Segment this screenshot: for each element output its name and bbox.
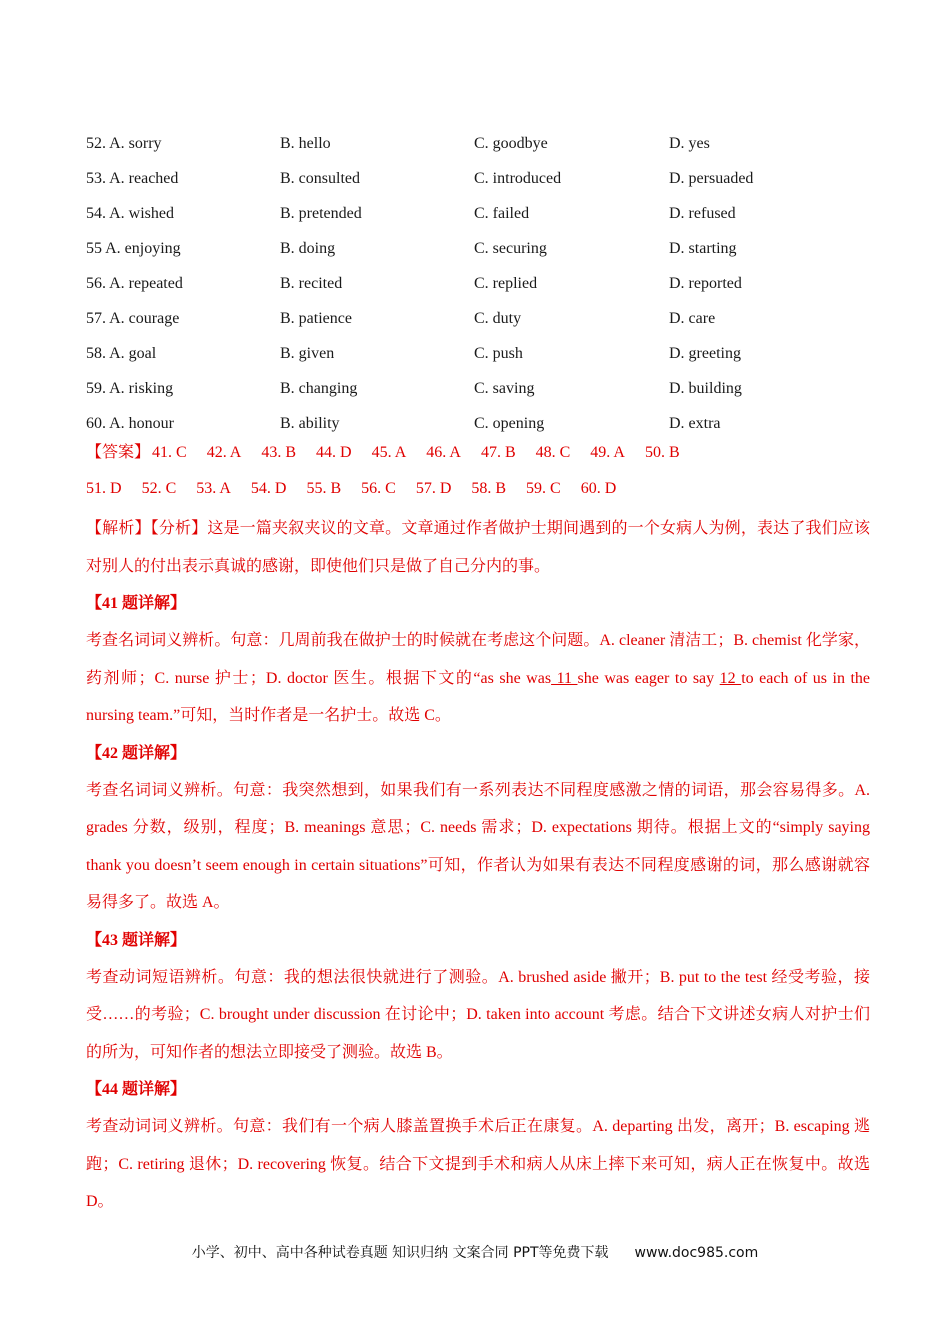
option-a: 56. A. repeated: [86, 274, 183, 292]
analysis-text: 【分析】这是一篇夹叙夹议的文章。文章通过作者做护士期间遇到的一个女病人为例，表达了我们应该对别人的付出表示真诚的感谢，即使他们只是做了自己分内的事。: [86, 520, 870, 575]
blank-12: 12: [719, 669, 742, 687]
option-c: C. saving: [474, 379, 535, 397]
answer-item: 56. C: [361, 480, 396, 497]
q41-text-c: to each of us in the nursing team.”可知，当时作者是一名护士。故选 C。: [86, 669, 871, 724]
option-b: B. patience: [280, 309, 352, 327]
option-c: C. opening: [474, 414, 545, 432]
q43-explanation: 考查动词短语辨析。句意：我的想法很快就进行了测验。A. brushed aside 撇开；B. put to the test 经受考验，接受……的考验；C. brought under discussion 在讨论中；D. taken into account 考虑。结合下文讲述女病人对护士们的所为，可知作者的想法立即接受了测验。故选 B。: [86, 968, 870, 1061]
option-d: D. reported: [669, 274, 742, 292]
answer-key: [86, 441, 886, 513]
q41-text-b: she was eager to say: [577, 669, 720, 687]
answer-line-1: [86, 441, 886, 477]
answer-item: 43. B: [261, 444, 297, 461]
answer-item: 42. A: [206, 444, 242, 461]
answer-item: 45. A: [371, 444, 407, 461]
answer-item: 58. B: [471, 480, 507, 497]
option-row-58: [86, 336, 886, 371]
option-c: C. replied: [474, 274, 538, 292]
option-a: 55 A. enjoying: [86, 239, 181, 257]
option-d: D. yes: [669, 134, 710, 152]
option-a: 58. A. goal: [86, 344, 157, 362]
answer-item: 44. D: [316, 444, 352, 461]
q42-heading: 【42 题详解】: [86, 744, 187, 762]
footer-text: 小学、初中、高中各种试卷真题 知识归纳 文案合同 PPT等免费下载: [191, 1245, 609, 1261]
answer-item: 54. D: [250, 480, 287, 497]
option-b: B. pretended: [280, 204, 362, 222]
option-a: 54. A. wished: [86, 204, 174, 222]
answer-item: 47. B: [480, 444, 516, 461]
option-row-57: [86, 301, 886, 336]
option-a: 59. A. risking: [86, 379, 174, 397]
answer-item: 55. B: [306, 480, 342, 497]
answer-item: 53. A: [196, 480, 231, 497]
answer-item: 59. C: [526, 480, 561, 497]
option-b: B. consulted: [280, 169, 360, 187]
q41-heading: 【41 题详解】: [86, 595, 187, 612]
explanation-section: [86, 510, 870, 1221]
option-d: D. persuaded: [669, 169, 754, 187]
option-d: D. care: [669, 309, 716, 327]
option-a: 53. A. reached: [86, 169, 179, 187]
page-footer: [0, 1242, 950, 1262]
option-d: D. greeting: [669, 344, 741, 362]
option-a: 57. A. courage: [86, 309, 180, 327]
answer-item: 46. A: [426, 444, 461, 461]
option-c: C. duty: [474, 309, 522, 327]
answer-item: 48. C: [535, 444, 571, 461]
option-row-52: [86, 126, 886, 161]
answer-item: 50. B: [644, 444, 680, 461]
analysis-paragraph: [86, 510, 870, 585]
option-b: B. recited: [280, 274, 343, 292]
option-c: C. goodbye: [474, 134, 548, 152]
option-d: D. starting: [669, 239, 737, 257]
option-c: C. push: [474, 344, 523, 362]
option-row-60: [86, 406, 886, 441]
option-b: B. doing: [280, 239, 336, 257]
option-c: C. introduced: [474, 169, 562, 187]
q41-text-a: 考查名词词义辨析。句意：几周前我在做护士的时候就在考虑这个问题。A. cleaner 清洁工；B. chemist 化学家，药剂师；C. nurse 护士；D. doctor 医生。根据下文的“as she was: [86, 632, 870, 687]
answer-line-2: [86, 477, 886, 513]
option-row-53: [86, 161, 886, 196]
answer-item: 41. C: [152, 444, 187, 461]
answer-item: 60. D: [580, 480, 617, 497]
option-row-56: [86, 266, 886, 301]
option-b: B. hello: [280, 134, 331, 152]
option-row-54: [86, 196, 886, 231]
answer-label: 【答案】: [86, 444, 151, 461]
q41-explanation: [86, 622, 870, 735]
answer-item: 49. A: [590, 444, 625, 461]
option-b: B. ability: [280, 414, 340, 432]
answer-item: 51. D: [86, 480, 122, 497]
q44-explanation: 考查动词词义辨析。句意：我们有一个病人膝盖置换手术后正在康复。A. departing 出发，离开；B. escaping 逃跑；C. retiring 退休；D. recovering 恢复。结合下文提到手术和病人从床上摔下来可知，病人正在恢复中。故选 D。: [86, 1118, 870, 1210]
option-c: C. failed: [474, 204, 530, 222]
option-c: C. securing: [474, 239, 547, 257]
q43-heading: 【43 题详解】: [86, 931, 187, 949]
option-a: 60. A. honour: [86, 414, 174, 432]
option-b: B. changing: [280, 379, 358, 397]
analysis-label: 【解析】: [86, 520, 151, 537]
q42-explanation: 考查名词词义辨析。句意：我突然想到，如果我们有一系列表达不同程度感激之情的词语，那会容易得多。A. grades 分数，级别，程度；B. meanings 意思；C. needs 需求；D. expectations 期待。根据上文的“simply saying thank you doesn’t seem enough in certain situations”可知，作者认为如果有表达不同程度感谢的词，那么感谢就容易得多了。故选 A。: [86, 781, 870, 911]
option-b: B. given: [280, 344, 335, 362]
options-list: [86, 126, 886, 441]
answer-item: 52. C: [141, 480, 177, 497]
option-d: D. refused: [669, 204, 736, 222]
footer-site-link[interactable]: www.doc985.com: [634, 1245, 759, 1261]
option-a: 52. A. sorry: [86, 134, 162, 152]
option-d: D. building: [669, 379, 742, 397]
q44-heading: 【44 题详解】: [86, 1081, 187, 1098]
option-d: D. extra: [669, 414, 721, 432]
blank-11: 11: [551, 669, 578, 687]
answer-item: 57. D: [415, 480, 452, 497]
option-row-55: [86, 231, 886, 266]
option-row-59: [86, 371, 886, 406]
